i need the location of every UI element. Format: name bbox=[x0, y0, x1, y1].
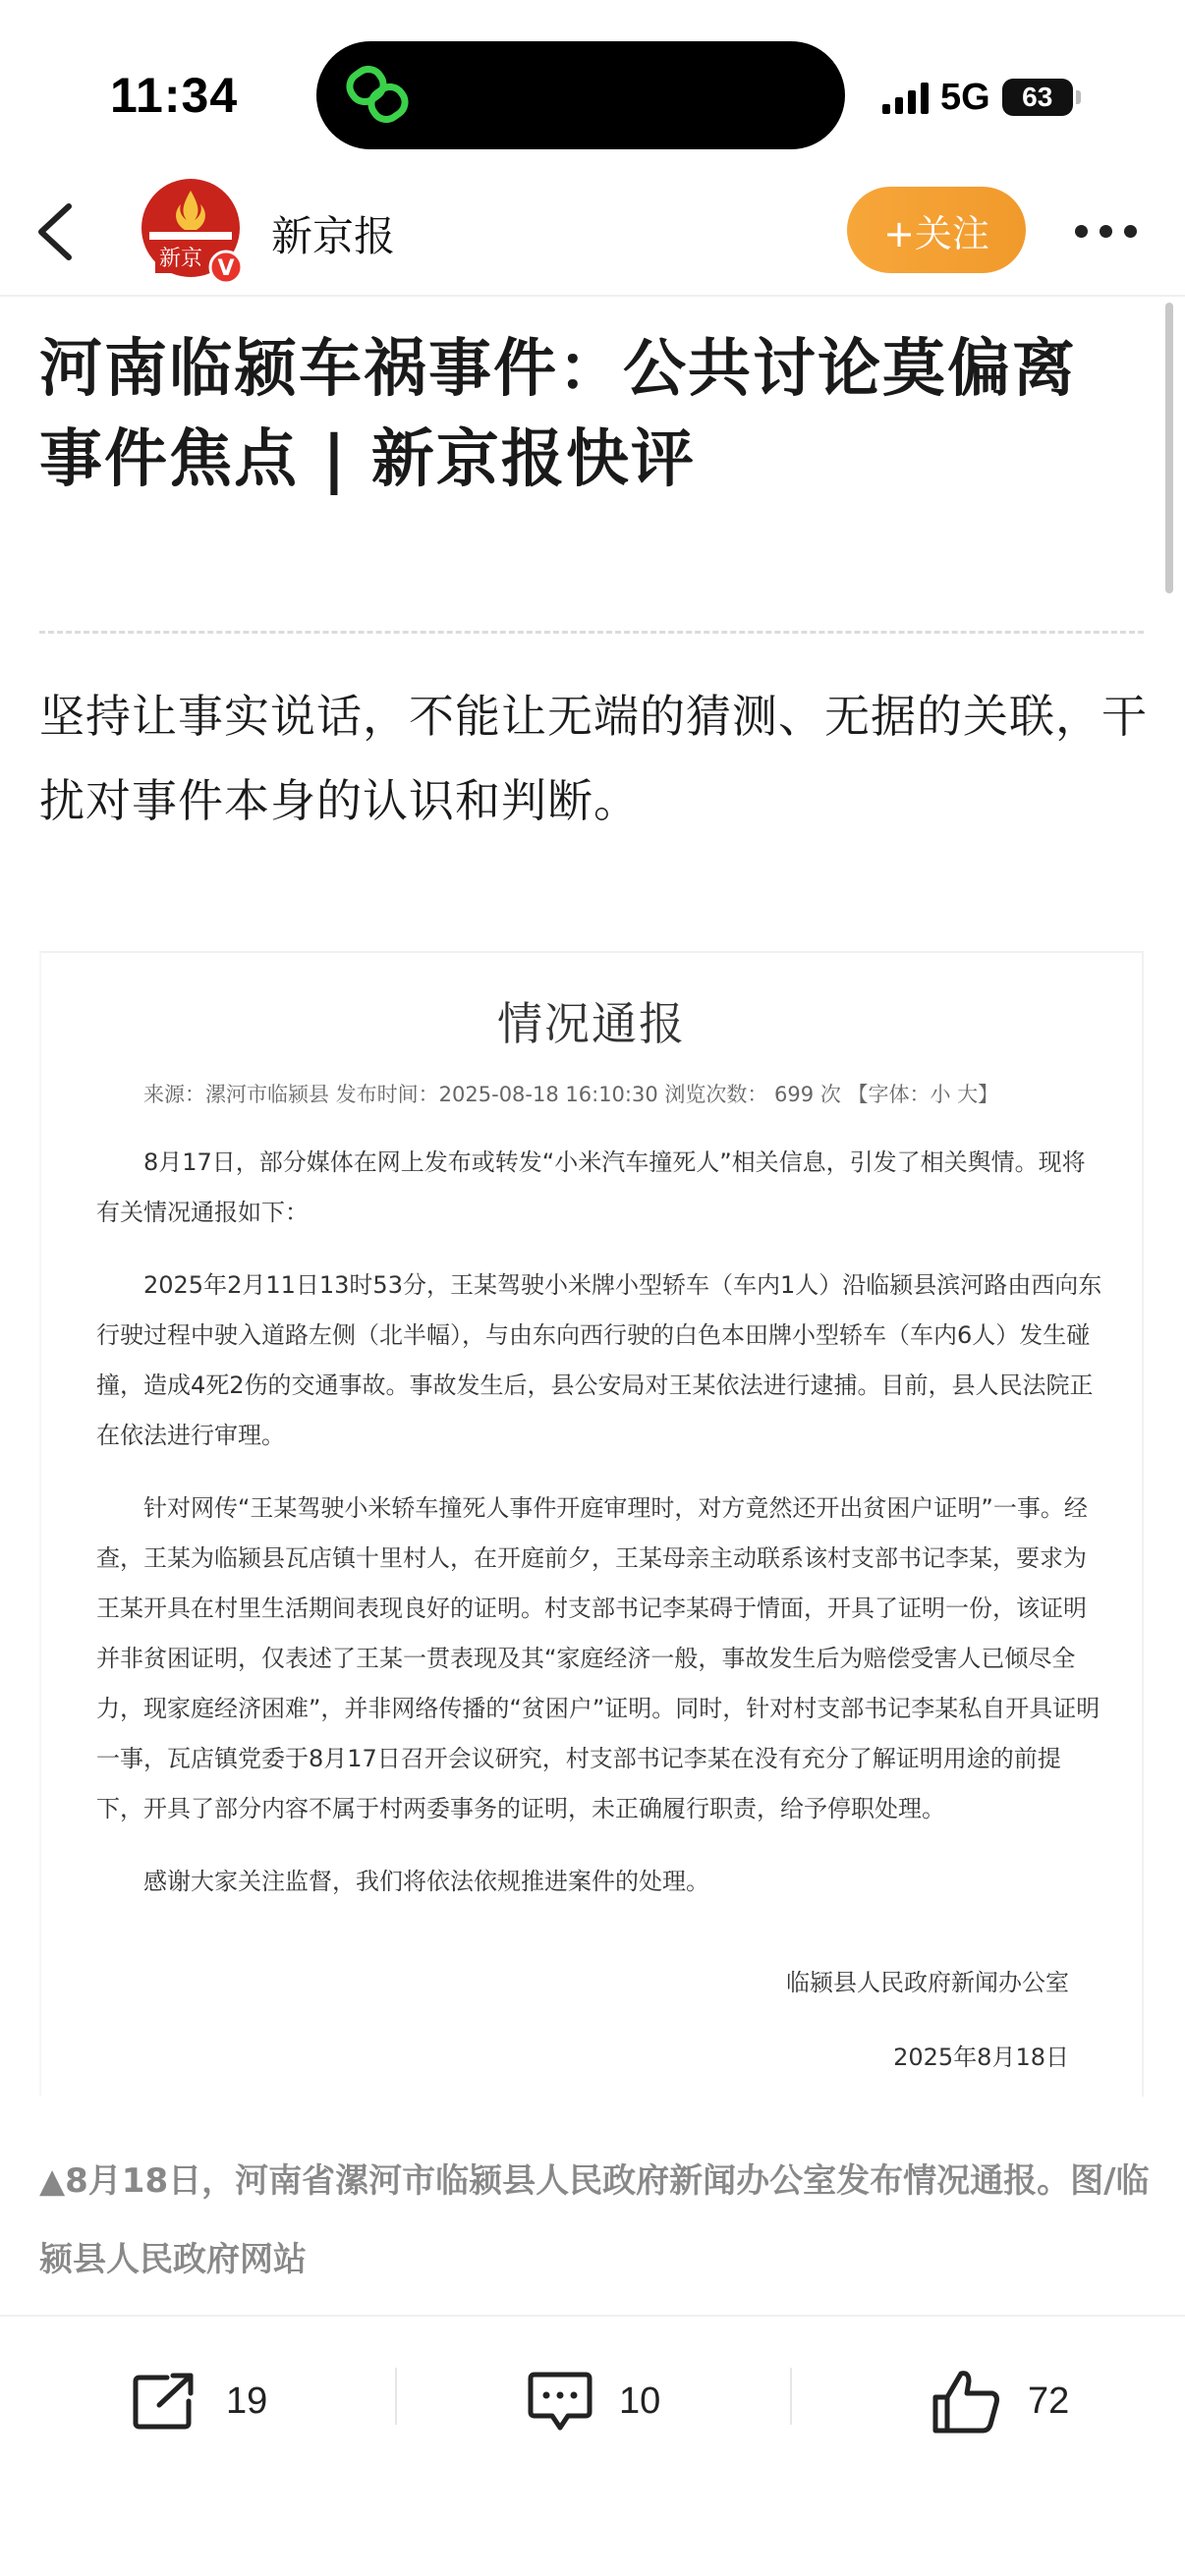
xinjingbao-logo-icon bbox=[136, 177, 246, 287]
notice-date: 2025年8月18日 bbox=[893, 2044, 1069, 2071]
dynamic-island bbox=[316, 41, 845, 149]
bottom-action-bar bbox=[0, 2315, 1185, 2482]
avatar-text: 新京 bbox=[158, 247, 203, 271]
share-count: 19 bbox=[226, 2380, 268, 2422]
notice-meta: 来源：漯河市临颍县 发布时间：2025-08-18 16:10:30 浏览次数： 699 次 【字体：小 大】 bbox=[143, 1083, 999, 1106]
article-title: 河南临颍车祸事件：公共讨论莫偏离事件焦点 | 新京报快评 bbox=[39, 333, 1077, 496]
nav-bar bbox=[0, 167, 1185, 297]
share-icon bbox=[130, 2370, 200, 2433]
notice-paragraph: 8月17日，部分媒体在网上发布或转发“小米汽车撞死人”相关信息，引发了相关舆情。现将有关情况通报如下： bbox=[96, 1148, 1086, 1226]
image-caption: ▲8月18日，河南省漯河市临颍县人民政府新闻办公室发布情况通报。图/临颍县人民政府网站 bbox=[39, 2161, 1150, 2279]
like-button[interactable] bbox=[931, 2364, 1069, 2438]
network-type: 5G bbox=[940, 76, 990, 118]
follow-button[interactable]: +关注 bbox=[847, 187, 1026, 273]
status-bar bbox=[0, 0, 1185, 167]
comment-count: 10 bbox=[619, 2380, 661, 2422]
comment-button[interactable] bbox=[527, 2364, 660, 2438]
status-time: 11:34 bbox=[110, 68, 239, 123]
app-activity-icon bbox=[344, 65, 413, 126]
more-options-icon[interactable] bbox=[1075, 216, 1146, 246]
share-button[interactable] bbox=[130, 2364, 267, 2438]
status-indicators bbox=[882, 73, 1073, 122]
like-count: 72 bbox=[1028, 2380, 1070, 2422]
verified-icon: V bbox=[217, 256, 235, 281]
notice-paragraph: 感谢大家关注监督，我们将依法依规推进案件的处理。 bbox=[143, 1868, 709, 1895]
notice-org: 临颍县人民政府新闻办公室 bbox=[786, 1969, 1069, 1996]
scrollbar[interactable] bbox=[1165, 303, 1173, 593]
notice-paragraph: 针对网传“王某驾驶小米轿车撞死人事件开庭审理时，对方竟然还开出贫困户证明”一事。经查，王某为临颍县瓦店镇十里村人，在开庭前夕，王某母亲主动联系该村支部书记李某，要求为王某开具在村里生活期间表现良好的证明。村支部书记李某碍于情面，开具了证明一份，该证明并非贫困证明，仅表述了王某一贯表现及其“家庭经济一般，事故发生后为赔偿受害人已倾尽全力，现家庭经济困难”，并非网络传播的“贫困户”证明。同时，针对村支部书记李某私自开具证明一事，瓦店镇党委于8月17日召开会议研究，村支部书记李某在没有充分了解证明用途的前提下，开具了部分内容不属于村两委事务的证明，未正确履行职责，给予停职处理。 bbox=[96, 1494, 1100, 1822]
notice-image[interactable] bbox=[39, 951, 1144, 2097]
back-arrow-icon[interactable] bbox=[29, 200, 88, 263]
notice-paragraph: 2025年2月11日13时53分，王某驾驶小米牌小型轿车（车内1人）沿临颍县滨河路由西向东行驶过程中驶入道路左侧（北半幅），与由东向西行驶的白色本田牌小型轿车（车内6人）发生碰撞，造成4死2伤的交通事故。事故发生后，县公安局对王某依法进行逮捕。目前，县人民法院正在依法进行审理。 bbox=[96, 1271, 1102, 1449]
notice-title: 情况通报 bbox=[497, 997, 686, 1050]
article-lead: 坚持让事实说话，不能让无端的猜测、无据的关联，干扰对事件本身的认识和判断。 bbox=[39, 690, 1148, 827]
comment-icon bbox=[527, 2369, 593, 2434]
source-avatar[interactable] bbox=[136, 177, 246, 287]
battery-icon bbox=[1002, 79, 1073, 116]
source-name[interactable]: 新京报 bbox=[271, 212, 396, 260]
divider bbox=[395, 2368, 397, 2425]
divider bbox=[790, 2368, 792, 2425]
battery-level: 63 bbox=[1022, 82, 1053, 112]
signal-icon bbox=[882, 81, 929, 114]
thumbs-up-icon bbox=[931, 2368, 1002, 2435]
divider bbox=[39, 631, 1144, 634]
notice-body bbox=[96, 1138, 1104, 1930]
